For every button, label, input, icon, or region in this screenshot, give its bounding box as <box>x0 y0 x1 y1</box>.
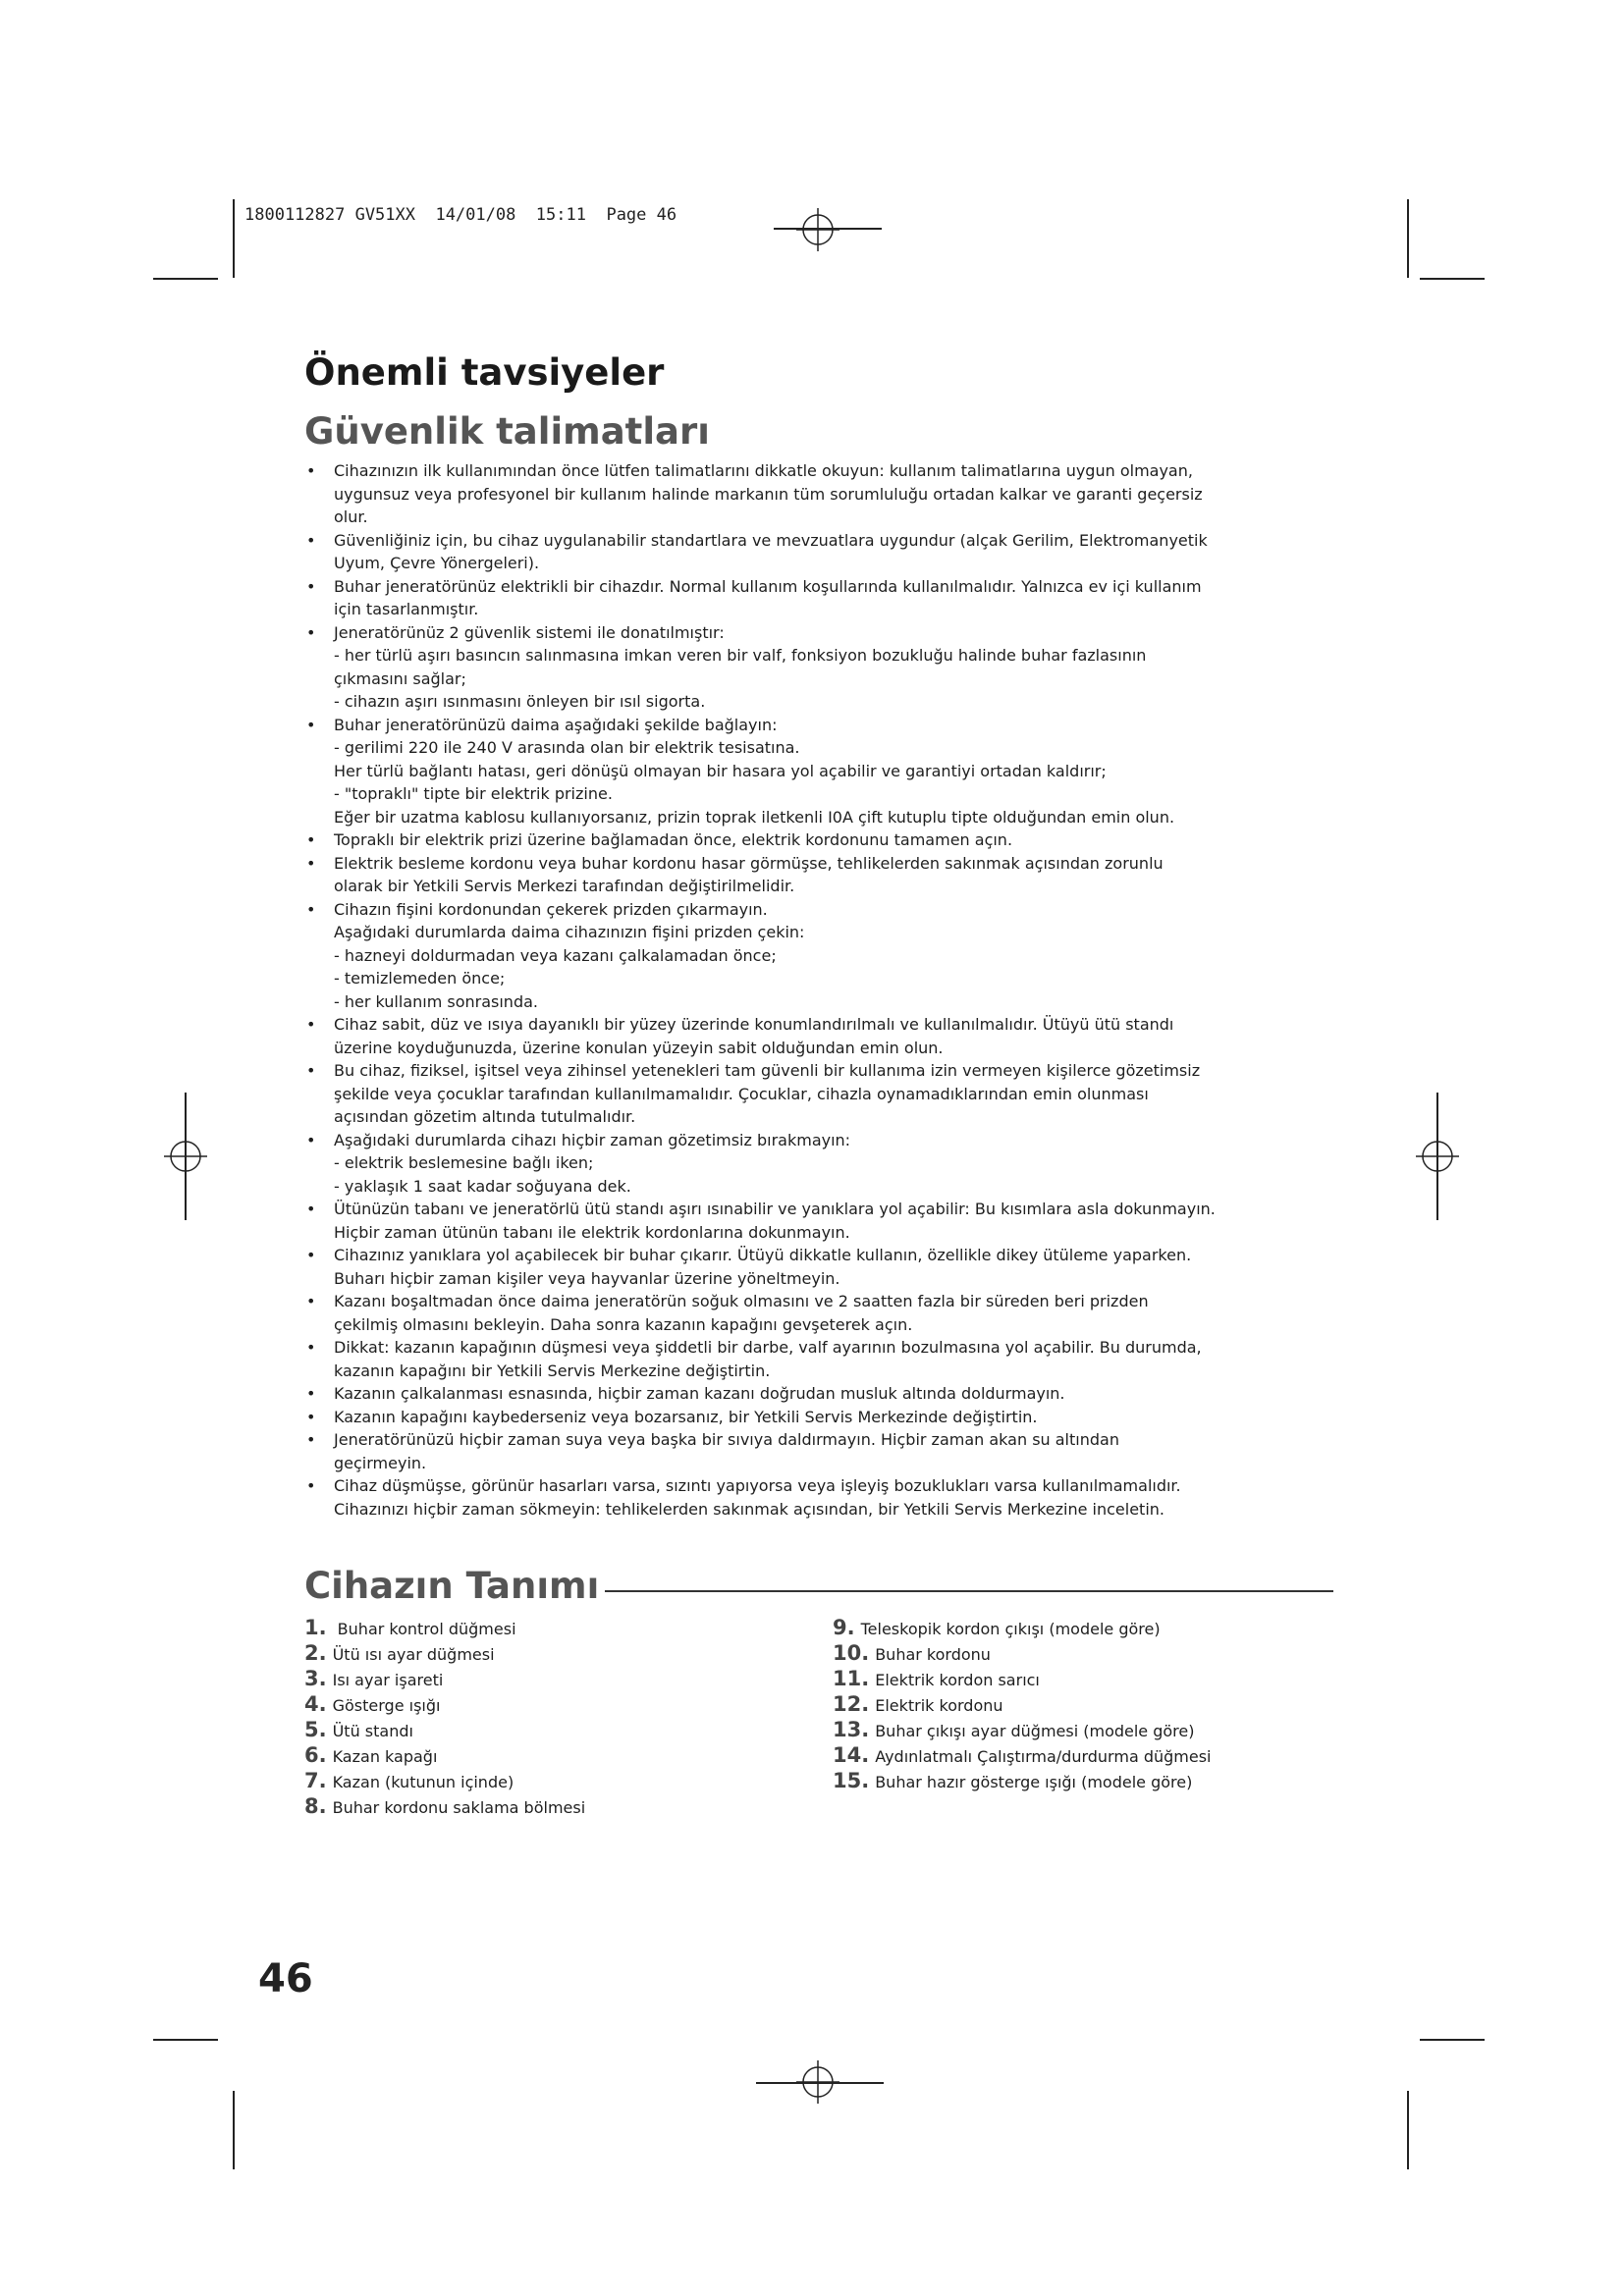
safety-text-line: Cihazınızın ilk kullanımından önce lütfen talimatlarını dikkatle okuyun: kullanım talimatlarına uygun olmayan, <box>334 461 1193 480</box>
part-item <box>833 1666 1212 1691</box>
safety-text-line: - her kullanım sonrasında. <box>334 991 538 1011</box>
bullet-icon: • <box>306 1246 316 1264</box>
crop-mark <box>233 199 235 278</box>
parts-list-right <box>833 1615 1212 1793</box>
safety-text-line: - temizlemeden önce; <box>334 969 506 988</box>
crop-mark <box>1407 199 1409 278</box>
part-number: 15. <box>833 1769 870 1792</box>
safety-item <box>304 1336 1330 1382</box>
safety-text-line: Kazanın çalkalanması esnasında, hiçbir zaman kazanı doğrudan musluk altında doldurmayın. <box>334 1384 1065 1403</box>
safety-text-line: Cihazınızı hiçbir zaman sökmeyin: tehlikelerden sakınmak açısından, bir Yetkili Servis Merkezine inceletin. <box>334 1499 1164 1519</box>
part-number: 5. <box>304 1718 327 1741</box>
safety-item <box>304 1290 1330 1336</box>
crop-mark <box>1420 2039 1485 2041</box>
safety-item <box>304 852 1330 898</box>
device-description-header <box>304 1565 1333 1607</box>
safety-text-line: üzerine koyduğunuzda, üzerine konulan yüzeyin sabit olduğundan emin olun. <box>334 1038 944 1057</box>
safety-text-line: olarak bir Yetkili Servis Merkezi tarafından değiştirilmelidir. <box>334 877 795 895</box>
safety-text-line: Cihaz sabit, düz ve ısıya dayanıklı bir yüzey üzerinde konumlandırılmalı ve kullanılmalıdır. Ütüyü ütü standı <box>334 1015 1174 1034</box>
bullet-icon: • <box>306 461 316 480</box>
bullet-icon: • <box>306 576 316 596</box>
safety-instructions-list <box>304 459 1330 1521</box>
part-item <box>304 1768 585 1793</box>
safety-text-line: - hazneyi doldurmadan veya kazanı çalkalamadan önce; <box>334 945 777 965</box>
safety-item <box>304 575 1330 621</box>
page-number: 46 <box>258 1956 313 2002</box>
safety-text-line: Cihaz düşmüşse, görünür hasarları varsa, sızıntı yapıyorsa veya işleyiş bozuklukları varsa kullanılmamalıdır. <box>334 1476 1181 1495</box>
part-item <box>304 1691 585 1717</box>
part-item <box>304 1793 585 1819</box>
safety-text-line: - cihazın aşırı ısınmasını önleyen bir ısıl sigorta. <box>334 692 706 711</box>
part-label: Ütü standı <box>332 1722 413 1740</box>
part-number: 7. <box>304 1769 327 1792</box>
safety-text-line: - yaklaşık 1 saat kadar soğuyana dek. <box>334 1176 631 1196</box>
bullet-icon: • <box>306 1015 316 1034</box>
safety-item <box>304 1013 1330 1059</box>
safety-text-line: Kazanın kapağını kaybederseniz veya bozarsanız, bir Yetkili Servis Merkezinde değiştirtin. <box>334 1407 1038 1426</box>
part-label: Gösterge ışığı <box>332 1696 441 1715</box>
part-label: Buhar kontrol düğmesi <box>332 1620 516 1638</box>
safety-text-line: Güvenliğiniz için, bu cihaz uygulanabilir standartlara ve mevzuatlara uygundur (alçak Gerilim, Elektromanyetik <box>334 530 1208 550</box>
bullet-icon: • <box>306 622 316 642</box>
safety-item <box>304 1198 1330 1244</box>
bullet-icon: • <box>306 1130 316 1149</box>
safety-text-line: Bu cihaz, fiziksel, işitsel veya zihinsel yetenekleri tam güvenli bir kullanıma izin vermeyen kişilerce gözetimsiz <box>334 1061 1201 1080</box>
crop-mark <box>233 2091 235 2169</box>
part-label: Teleskopik kordon çıkışı (modele göre) <box>860 1620 1161 1638</box>
bullet-icon: • <box>306 1430 316 1449</box>
part-label: Elektrik kordon sarıcı <box>875 1671 1040 1689</box>
safety-text-line: - elektrik beslemesine bağlı iken; <box>334 1153 594 1172</box>
safety-text-line: uygunsuz veya profesyonel bir kullanım halinde markanın tüm sorumluluğu ortadan kalkar ve garanti geçersiz <box>334 484 1203 504</box>
safety-text-line: Buhar jeneratörünüzü daima aşağıdaki şekilde bağlayın: <box>334 715 778 734</box>
part-number: 1. <box>304 1616 327 1639</box>
part-number: 14. <box>833 1743 870 1767</box>
part-item <box>304 1742 585 1768</box>
safety-text-line: Topraklı bir elektrik prizi üzerine bağlamadan önce, elektrik kordonunu tamamen açın. <box>334 830 1013 849</box>
safety-item <box>304 1059 1330 1129</box>
bullet-icon: • <box>306 1292 316 1310</box>
part-label: Buhar kordonu <box>875 1645 991 1664</box>
registration-mark-icon <box>1416 1135 1459 1178</box>
bullet-icon: • <box>306 1200 316 1218</box>
part-number: 2. <box>304 1641 327 1665</box>
safety-item <box>304 1474 1330 1521</box>
part-label: Kazan (kutunun içinde) <box>332 1773 514 1791</box>
safety-item <box>304 714 1330 829</box>
safety-text-line: - her türlü aşırı basıncın salınmasına imkan veren bir valf, fonksiyon bozukluğu halinde buhar fazlasının <box>334 646 1147 665</box>
part-number: 6. <box>304 1743 327 1767</box>
safety-text-line: açısından gözetim altında tutulmalıdır. <box>334 1107 636 1126</box>
safety-text-line: olur. <box>334 507 368 526</box>
part-label: Kazan kapağı <box>332 1747 438 1766</box>
safety-text-line: Ütünüzün tabanı ve jeneratörlü ütü standı aşırı ısınabilir ve yanıklara yol açabilir: Bu kısımlara asla dokunmayın. <box>334 1200 1216 1218</box>
safety-item <box>304 529 1330 575</box>
crop-mark <box>1420 278 1485 280</box>
bullet-icon: • <box>306 899 316 919</box>
part-label: Elektrik kordonu <box>875 1696 1003 1715</box>
safety-item <box>304 898 1330 1014</box>
safety-text-line: Aşağıdaki durumlarda daima cihazınızın fişini prizden çekin: <box>334 923 805 941</box>
part-item <box>833 1768 1212 1793</box>
crop-mark <box>153 278 218 280</box>
part-number: 10. <box>833 1641 870 1665</box>
part-item <box>833 1615 1212 1640</box>
bullet-icon: • <box>306 1407 316 1426</box>
safety-text-line: Cihazınız yanıklara yol açabilecek bir buhar çıkarır. Ütüyü dikkatle kullanın, özellikle dikey ütüleme yaparken. <box>334 1246 1192 1264</box>
safety-text-line: Eğer bir uzatma kablosu kullanıyorsanız, prizin toprak iletkenli I0A çift kutuplu tipte olduğundan emin olun. <box>334 807 1175 827</box>
part-item <box>304 1666 585 1691</box>
print-header: 1800112827 GV51XX 14/01/08 15:11 Page 46 <box>244 205 677 225</box>
crop-mark <box>1407 2091 1409 2169</box>
parts-list-left <box>304 1615 585 1819</box>
safety-text-line: için tasarlanmıştır. <box>334 600 479 618</box>
safety-text-line: Aşağıdaki durumlarda cihazı hiçbir zaman gözetimsiz bırakmayın: <box>334 1130 851 1149</box>
bullet-icon: • <box>306 530 316 550</box>
safety-text-line: çıkmasını sağlar; <box>334 668 466 688</box>
part-item <box>833 1742 1212 1768</box>
registration-mark-icon <box>164 1135 207 1178</box>
safety-text-line: Hiçbir zaman ütünün tabanı ile elektrik kordonlarına dokunmayın. <box>334 1222 850 1242</box>
part-label: Buhar kordonu saklama bölmesi <box>332 1798 586 1817</box>
safety-text-line: Jeneratörünüz 2 güvenlik sistemi ile donatılmıştır: <box>334 622 725 642</box>
safety-item <box>304 1129 1330 1199</box>
safety-text-line: Uyum, Çevre Yönergeleri). <box>334 554 540 572</box>
section-title-safety: Güvenlik talimatları <box>304 410 710 453</box>
bullet-icon: • <box>306 715 316 734</box>
part-item <box>304 1615 585 1640</box>
page-title: Önemli tavsiyeler <box>304 351 665 394</box>
bullet-icon: • <box>306 830 316 849</box>
safety-item <box>304 1244 1330 1290</box>
part-number: 3. <box>304 1667 327 1690</box>
bullet-icon: • <box>306 1061 316 1080</box>
safety-text-line: - "topraklı" tipte bir elektrik prizine. <box>334 784 613 803</box>
part-label: Buhar hazır gösterge ışığı (modele göre) <box>875 1773 1193 1791</box>
safety-item <box>304 1406 1330 1429</box>
part-item <box>304 1640 585 1666</box>
safety-text-line: Buhar jeneratörünüz elektrikli bir cihazdır. Normal kullanım koşullarında kullanılmalıdır. Yalnızca ev içi kullanım <box>334 576 1202 596</box>
safety-text-line: Buharı hiçbir zaman kişiler veya hayvanlar üzerine yöneltmeyin. <box>334 1268 840 1288</box>
part-number: 9. <box>833 1616 855 1639</box>
part-number: 12. <box>833 1692 870 1716</box>
crop-mark <box>153 2039 218 2041</box>
safety-text-line: kazanın kapağını bir Yetkili Servis Merkezine değiştirtin. <box>334 1361 771 1380</box>
bullet-icon: • <box>306 853 316 873</box>
part-item <box>833 1640 1212 1666</box>
registration-mark-icon <box>796 2060 839 2104</box>
safety-item <box>304 459 1330 529</box>
safety-text-line: şekilde veya çocuklar tarafından kullanılmamalıdır. Çocuklar, cihazla oynamadıklarından emin olunması <box>334 1084 1149 1103</box>
section-title-device: Cihazın Tanımı <box>304 1565 600 1607</box>
safety-text-line: geçirmeyin. <box>334 1453 427 1472</box>
part-item <box>304 1717 585 1742</box>
safety-text-line: Jeneratörünüzü hiçbir zaman suya veya başka bir sıvıya daldırmayın. Hiçbir zaman akan su altından <box>334 1430 1119 1449</box>
part-item <box>833 1691 1212 1717</box>
safety-item <box>304 1382 1330 1406</box>
safety-item <box>304 621 1330 714</box>
safety-text-line: Dikkat: kazanın kapağının düşmesi veya şiddetli bir darbe, valf ayarının bozulmasına yol açabilir. Bu durumda, <box>334 1338 1202 1357</box>
part-item <box>833 1717 1212 1742</box>
bullet-icon: • <box>306 1384 316 1403</box>
safety-text-line: Her türlü bağlantı hatası, geri dönüşü olmayan bir hasara yol açabilir ve garantiyi ortadan kaldırır; <box>334 761 1107 780</box>
registration-mark-icon <box>796 208 839 251</box>
part-number: 13. <box>833 1718 870 1741</box>
part-number: 8. <box>304 1794 327 1818</box>
part-label: Isı ayar işareti <box>332 1671 444 1689</box>
safety-text-line: Elektrik besleme kordonu veya buhar kordonu hasar görmüşse, tehlikelerden sakınmak açısından zorunlu <box>334 853 1164 873</box>
part-label: Aydınlatmalı Çalıştırma/durdurma düğmesi <box>875 1747 1212 1766</box>
bullet-icon: • <box>306 1476 316 1495</box>
safety-text-line: Kazanı boşaltmadan önce daima jeneratörün soğuk olmasını ve 2 saatten fazla bir süreden beri prizden <box>334 1292 1149 1310</box>
safety-item <box>304 828 1330 852</box>
part-label: Ütü ısı ayar düğmesi <box>332 1645 495 1664</box>
safety-item <box>304 1428 1330 1474</box>
safety-text-line: Cihazın fişini kordonundan çekerek prizden çıkarmayın. <box>334 899 768 919</box>
safety-text-line: - gerilimi 220 ile 240 V arasında olan bir elektrik tesisatına. <box>334 738 800 757</box>
part-number: 4. <box>304 1692 327 1716</box>
safety-text-line: çekilmiş olmasını bekleyin. Daha sonra kazanın kapağını gevşeterek açın. <box>334 1314 913 1334</box>
part-label: Buhar çıkışı ayar düğmesi (modele göre) <box>875 1722 1195 1740</box>
bullet-icon: • <box>306 1338 316 1357</box>
section-rule <box>605 1590 1333 1592</box>
part-number: 11. <box>833 1667 870 1690</box>
